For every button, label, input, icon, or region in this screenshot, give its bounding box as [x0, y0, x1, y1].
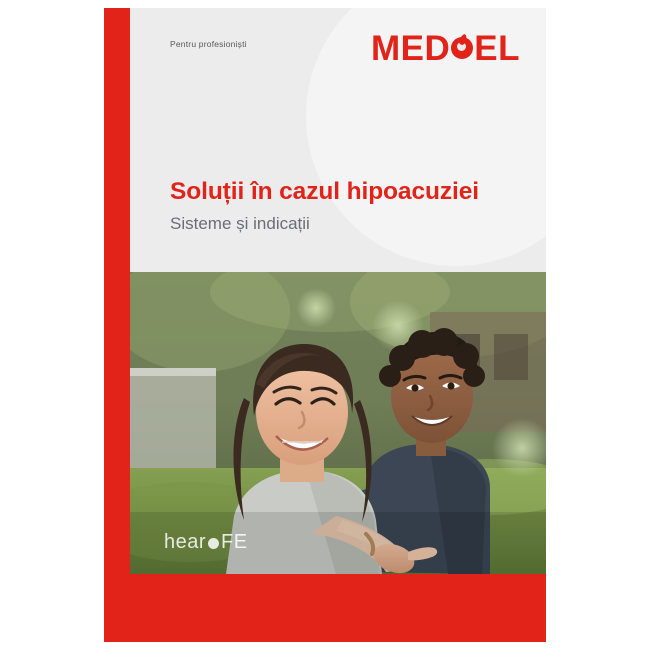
logo-text-right: EL	[474, 28, 520, 68]
brochure-cover	[104, 8, 546, 642]
cover-photo-illustration	[130, 272, 546, 574]
medel-dot-icon	[451, 37, 473, 59]
cover-photo	[130, 272, 546, 574]
logo-text-left: MED	[370, 28, 451, 68]
hearlife-suffix: FE	[221, 531, 248, 553]
cover-header-area	[130, 8, 546, 272]
cover-title: Soluții în cazul hipoacuziei	[170, 178, 479, 205]
cover-spine-bar	[104, 8, 130, 642]
hearlife-wordmark	[164, 531, 248, 554]
cover-subtitle: Sisteme și indicații	[170, 214, 310, 233]
hearlife-prefix: hear	[164, 531, 207, 553]
hearlife-dot-icon	[208, 538, 219, 549]
cover-footer-band	[130, 574, 546, 642]
audience-label: Pentru profesioniști	[170, 39, 247, 49]
medel-logo	[371, 28, 520, 68]
